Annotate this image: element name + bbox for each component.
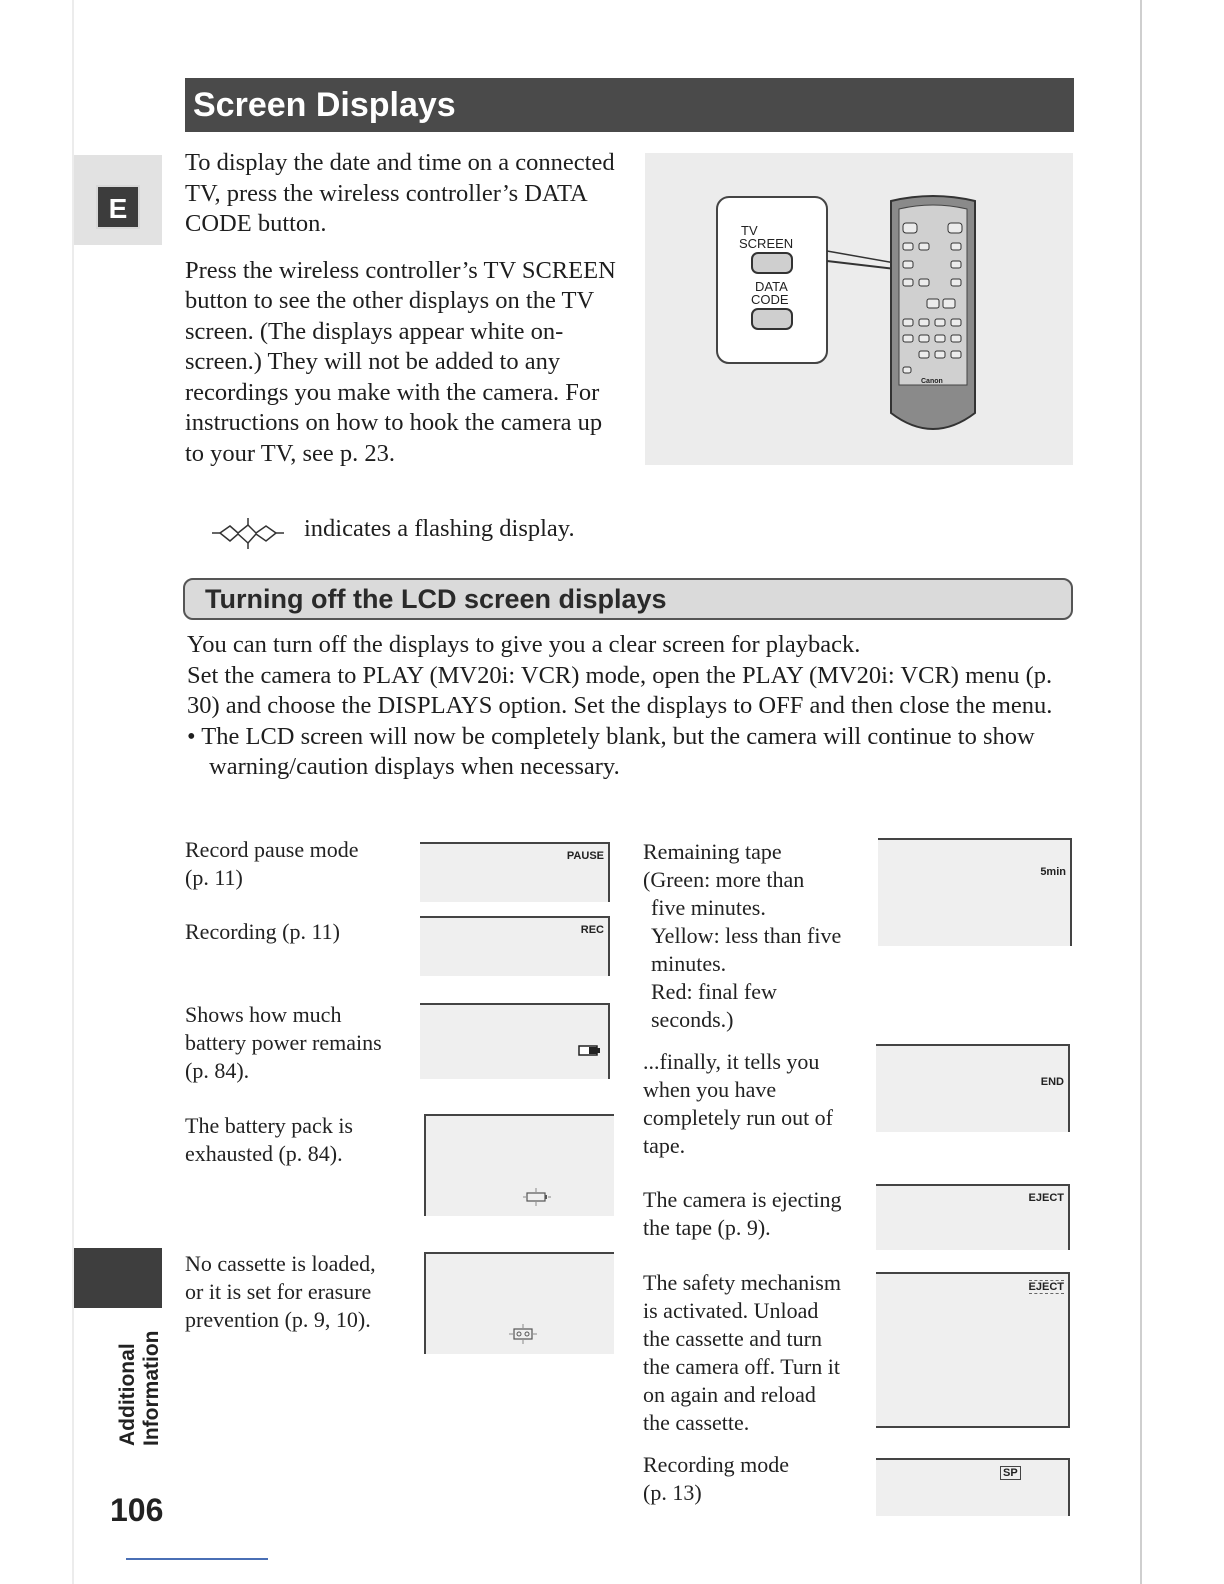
desc-line: ...finally, it tells you xyxy=(643,1049,820,1074)
desc-line: the camera off. Turn it xyxy=(643,1354,840,1379)
desc-line: The battery pack is xyxy=(185,1113,353,1138)
display-desc-battery-remaining xyxy=(185,1001,382,1085)
desc-line: five minutes. xyxy=(651,895,766,920)
lcd-section-heading: Turning off the LCD screen displays xyxy=(183,578,1073,620)
screen-ejecting xyxy=(876,1184,1070,1250)
desc-line: when you have xyxy=(643,1077,777,1102)
display-desc-recording xyxy=(185,918,340,946)
desc-line: is activated. Unload xyxy=(643,1298,819,1323)
desc-line: prevention (p. 9, 10). xyxy=(185,1307,371,1332)
bottom-rule xyxy=(126,1558,268,1560)
lcd-bullet: • The LCD screen will now be completely blank, but the camera will continue to show warning/caution displays when necessary. xyxy=(187,722,1035,780)
screen-label: SP xyxy=(1000,1466,1021,1480)
flashing-cassette-icon xyxy=(508,1324,538,1344)
tv-label-2: SCREEN xyxy=(739,236,794,251)
page-number: 106 xyxy=(110,1492,164,1528)
desc-line: (Green: more than xyxy=(643,867,805,892)
desc-line: Shows how much xyxy=(185,1002,342,1027)
intro-text xyxy=(185,148,625,485)
display-desc-remaining-tape xyxy=(643,838,841,1034)
desc-line: Yellow: less than five xyxy=(651,923,842,948)
display-desc-tape-end xyxy=(643,1048,833,1160)
page-title: Screen Displays xyxy=(185,78,1074,132)
screen-tape-end xyxy=(876,1044,1070,1132)
desc-line: The safety mechanism xyxy=(643,1270,841,1295)
desc-line: (p. 84). xyxy=(185,1058,250,1083)
screen-no-cassette xyxy=(424,1252,614,1354)
desc-line: seconds.) xyxy=(651,1007,734,1032)
screen-label: END xyxy=(1040,1076,1064,1088)
side-label-line-2: Information xyxy=(140,1330,163,1446)
intro-paragraph-2: Press the wireless controller’s TV SCREEN button to see the other displays on the TV screen. (The displays appear white on-screen.) They will not be added to any recordings you make with the camera. For instructions on how to hook the camera up to your TV, see p. 23. xyxy=(185,256,616,467)
remote-brand: Canon xyxy=(921,378,943,385)
screen-battery-remaining xyxy=(420,1003,610,1079)
lcd-section-body xyxy=(187,630,1087,783)
desc-line: tape. xyxy=(643,1133,686,1158)
flashing-note: indicates a flashing display. xyxy=(304,515,575,542)
desc-line: battery power remains xyxy=(185,1030,382,1055)
desc-line: Record pause mode xyxy=(185,837,359,862)
tv-screen-button-icon xyxy=(752,253,792,273)
data-label-1: DATA xyxy=(755,279,788,294)
desc-line: No cassette is loaded, xyxy=(185,1251,376,1276)
desc-line: Remaining tape xyxy=(643,839,782,864)
desc-line: the cassette. xyxy=(643,1410,750,1435)
display-desc-battery-exhausted xyxy=(185,1112,353,1168)
desc-line: on again and reload xyxy=(643,1382,816,1407)
language-tab-letter: E xyxy=(96,185,140,229)
screen-label: REC xyxy=(580,924,604,936)
display-desc-safety-mechanism xyxy=(643,1269,841,1437)
data-code-button-icon xyxy=(752,309,792,329)
screen-battery-exhausted xyxy=(424,1114,614,1216)
page-edge xyxy=(1140,0,1142,1584)
remote-drawing xyxy=(645,153,1073,465)
desc-line: Recording (p. 11) xyxy=(185,919,340,944)
data-label-2: CODE xyxy=(751,292,789,307)
remote-illustration xyxy=(645,153,1073,465)
section-tab-block xyxy=(74,1248,162,1308)
display-desc-recording-mode xyxy=(643,1451,789,1507)
screen-recording xyxy=(420,916,610,976)
display-desc-no-cassette xyxy=(185,1250,376,1334)
intro-paragraph-1: To display the date and time on a connected TV, press the wireless controller’s DATA CODE button. xyxy=(185,149,615,237)
screen-safety-mechanism xyxy=(876,1272,1070,1428)
lcd-paragraph-2: Set the camera to PLAY (MV20i: VCR) mode, open the PLAY (MV20i: VCR) menu (p. 30) and choose the DISPLAYS option. Set the displays to OFF and then close the menu. xyxy=(187,661,1053,719)
desc-line: Recording mode xyxy=(643,1452,790,1477)
display-desc-ejecting xyxy=(643,1186,842,1242)
lcd-paragraph-1: You can turn off the displays to give you a clear screen for playback. xyxy=(187,631,861,658)
screen-label: EJECT xyxy=(1028,1192,1064,1204)
screen-label: 5min xyxy=(1040,866,1066,878)
battery-icon xyxy=(578,1045,602,1057)
screen-label: PAUSE xyxy=(566,850,604,862)
screen-remaining-tape xyxy=(878,838,1072,946)
desc-line: exhausted (p. 84). xyxy=(185,1141,343,1166)
desc-line: (p. 11) xyxy=(185,865,243,890)
screen-record-pause xyxy=(420,842,610,902)
side-label-line-1: Additional xyxy=(116,1343,139,1446)
tv-label-1: TV xyxy=(741,223,758,238)
desc-line: the cassette and turn xyxy=(643,1326,822,1351)
desc-line: or it is set for erasure xyxy=(185,1279,372,1304)
desc-line: the tape (p. 9). xyxy=(643,1215,771,1240)
desc-line: Red: final few xyxy=(651,979,777,1004)
desc-line: (p. 13) xyxy=(643,1480,702,1505)
flashing-battery-icon xyxy=(522,1188,552,1206)
desc-line: minutes. xyxy=(651,951,727,976)
flashing-display-icon xyxy=(208,516,288,550)
section-tab-label xyxy=(86,1318,166,1448)
display-desc-record-pause xyxy=(185,836,359,892)
screen-label-flashing: EJECT xyxy=(1028,1281,1064,1293)
desc-line: The camera is ejecting xyxy=(643,1187,842,1212)
section-tab-text xyxy=(86,1318,166,1448)
screen-recording-mode xyxy=(876,1458,1070,1516)
desc-line: completely run out of xyxy=(643,1105,834,1130)
